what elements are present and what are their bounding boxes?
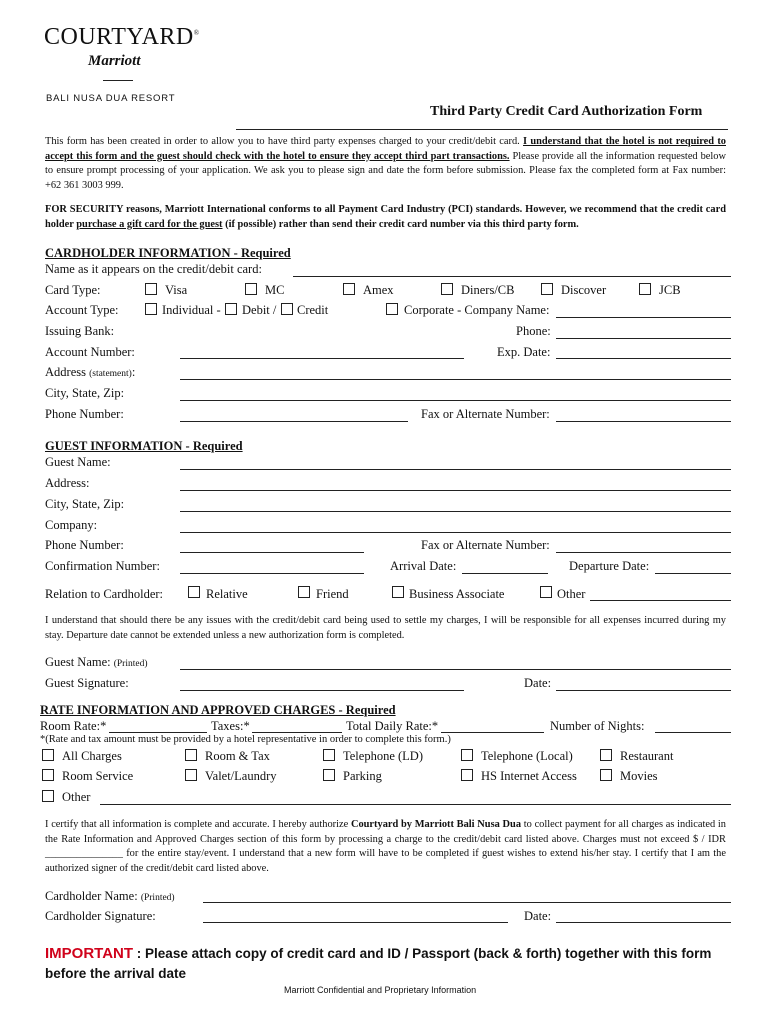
room-tax-label: Room & Tax: [205, 749, 270, 763]
name-on-card-field[interactable]: [293, 276, 731, 277]
discover-checkbox[interactable]: [541, 283, 553, 295]
city-field[interactable]: [180, 400, 731, 401]
jcb-checkbox[interactable]: [639, 283, 651, 295]
account-type-label: Account Type:: [45, 303, 119, 317]
room-tax-checkbox[interactable]: [185, 749, 197, 761]
cardholder-heading: CARDHOLDER INFORMATION - Required: [45, 246, 291, 260]
company-field[interactable]: [180, 532, 731, 533]
city-label: City, State, Zip:: [45, 386, 125, 400]
friend-label: Friend: [316, 587, 349, 601]
parking-label: Parking: [343, 769, 382, 783]
company-label: Company:: [45, 518, 98, 532]
hs-internet-checkbox[interactable]: [461, 769, 473, 781]
relation-label: Relation to Cardholder:: [45, 587, 164, 601]
diners-label: Diners/CB: [461, 283, 515, 297]
bank-phone-label: Phone:: [516, 324, 551, 338]
business-associate-checkbox[interactable]: [392, 586, 404, 598]
taxes-field[interactable]: [252, 732, 342, 733]
mc-checkbox[interactable]: [245, 283, 257, 295]
room-service-label: Room Service: [62, 769, 134, 783]
relative-checkbox[interactable]: [188, 586, 200, 598]
guest-city-field[interactable]: [180, 511, 731, 512]
fax-label: Fax or Alternate Number:: [421, 407, 550, 421]
business-associate-label: Business Associate: [409, 587, 505, 601]
taxes-label: Taxes:*: [211, 719, 250, 733]
jcb-label: JCB: [659, 283, 681, 297]
other-relation-checkbox[interactable]: [540, 586, 552, 598]
total-rate-field[interactable]: [441, 732, 544, 733]
restaurant-checkbox[interactable]: [600, 749, 612, 761]
telephone-local-checkbox[interactable]: [461, 749, 473, 761]
debit-label: Debit /: [242, 303, 277, 317]
other-relation-field[interactable]: [590, 600, 731, 601]
guest-phone-label: Phone Number:: [45, 538, 124, 552]
guest-printed-name-label: Guest Name: (Printed): [45, 655, 148, 669]
room-rate-label: Room Rate:*: [40, 719, 107, 733]
restaurant-label: Restaurant: [620, 749, 674, 763]
phone-number-field[interactable]: [180, 421, 408, 422]
guest-fax-label: Fax or Alternate Number:: [421, 538, 550, 552]
important-word: IMPORTANT: [45, 945, 134, 962]
amex-label: Amex: [363, 283, 394, 297]
cardholder-date-field[interactable]: [556, 922, 731, 923]
mc-label: MC: [265, 283, 285, 297]
security-paragraph: FOR SECURITY reasons, Marriott International conforms to all Payment Card Industry (PCI) standards. However, we recommend that the credit card holder purchase a gift card for the guest (if possible) rather than send their credit card number via this third party form.: [45, 204, 726, 230]
nights-label: Number of Nights:: [550, 719, 645, 733]
address-field[interactable]: [180, 379, 731, 380]
guest-signature-field[interactable]: [180, 690, 464, 691]
valet-laundry-label: Valet/Laundry: [205, 769, 277, 783]
debit-checkbox[interactable]: [225, 303, 237, 315]
courtyard-logo: COURTYARD®: [44, 24, 200, 50]
arrival-label: Arrival Date:: [390, 559, 457, 573]
name-on-card-label: Name as it appears on the credit/debit card:: [45, 262, 262, 276]
all-charges-checkbox[interactable]: [42, 749, 54, 761]
intro-paragraph: This form has been created in order to allow you to have third party expenses charged to your credit/debit card. I understand that the hotel is not required to accept this form and the guest should check with the hotel to ensure they accept third part transactions. Please provide all the information requested below to ensure prompt processing of your application. We ask you to please sign and date the form before submission. Please fax the completed form at Fax number: +62 361 3003 999.: [45, 136, 726, 191]
exp-date-label: Exp. Date:: [497, 345, 551, 359]
departure-label: Departure Date:: [569, 559, 650, 573]
issuing-bank-label: Issuing Bank:: [45, 324, 115, 338]
friend-checkbox[interactable]: [298, 586, 310, 598]
account-number-label: Account Number:: [45, 345, 135, 359]
cardholder-signature-field[interactable]: [203, 922, 508, 923]
relative-label: Relative: [206, 587, 248, 601]
guest-city-label: City, State, Zip:: [45, 497, 125, 511]
all-charges-label: All Charges: [62, 749, 122, 763]
parking-checkbox[interactable]: [323, 769, 335, 781]
nights-field[interactable]: [655, 732, 731, 733]
room-service-checkbox[interactable]: [42, 769, 54, 781]
individual-checkbox[interactable]: [145, 303, 157, 315]
guest-phone-field[interactable]: [180, 552, 364, 553]
guest-responsibility-text: I understand that should there be any issues with the credit/debit card being used to settle my charges, I will be responsible for all expenses incurred during my stay. Departure date cannot be extended unless a new authorization form is completed.: [45, 615, 726, 641]
departure-field[interactable]: [655, 573, 731, 574]
confirmation-field[interactable]: [180, 573, 364, 574]
room-rate-field[interactable]: [109, 732, 207, 733]
phone-number-label: Phone Number:: [45, 407, 124, 421]
important-notice-line2: before the arrival date: [45, 966, 187, 981]
total-rate-label: Total Daily Rate:*: [346, 719, 439, 733]
other-relation-label: Other: [557, 587, 586, 601]
page-title: Third Party Credit Card Authorization Form: [430, 104, 703, 119]
guest-fax-field[interactable]: [556, 552, 731, 553]
cardholder-name-field[interactable]: [203, 902, 731, 903]
amex-checkbox[interactable]: [343, 283, 355, 295]
other-charges-field[interactable]: [100, 804, 731, 805]
guest-signature-label: Guest Signature:: [45, 676, 129, 690]
arrival-field[interactable]: [462, 573, 548, 574]
certification-text: I certify that all information is complete and accurate. I hereby authorize Courtyard by Marriott Bali Nusa Dua to collect payment for all charges as indicated in the Rate Information and Approved Charges section of this form by processing a charge to the credit/debit card listed above. Charges must not exceed $ / IDR _______________ for the entire stay/event. I understand that a new form will have to be completed if guest wishes to extend his/her stay. I certify that I am the authorized signer of the credit/debit card listed above.: [45, 819, 727, 874]
guest-printed-name-field[interactable]: [180, 669, 731, 670]
bank-phone-field[interactable]: [556, 338, 731, 339]
address-label: Address (statement):: [45, 365, 136, 379]
account-number-field[interactable]: [180, 358, 464, 359]
movies-label: Movies: [620, 769, 658, 783]
valet-laundry-checkbox[interactable]: [185, 769, 197, 781]
logo-divider: [103, 80, 133, 81]
cardholder-date-label: Date:: [524, 909, 552, 923]
exp-date-field[interactable]: [556, 358, 731, 359]
telephone-ld-label: Telephone (LD): [343, 749, 423, 763]
guest-address-field[interactable]: [180, 490, 731, 491]
cardholder-name-label: Cardholder Name: (Printed): [45, 889, 175, 903]
resort-name: BALI NUSA DUA RESORT: [46, 93, 176, 104]
important-notice: IMPORTANT : Please attach copy of credit card and ID / Passport (back & forth) together with this form: [45, 945, 712, 962]
corporate-checkbox[interactable]: [386, 303, 398, 315]
rate-note: *(Rate and tax amount must be provided by a hotel representative in order to complete this form.): [40, 734, 451, 745]
company-name-field[interactable]: [556, 317, 731, 318]
other-charges-checkbox[interactable]: [42, 790, 54, 802]
telephone-ld-checkbox[interactable]: [323, 749, 335, 761]
other-charges-label: Other: [62, 790, 91, 804]
guest-heading: GUEST INFORMATION - Required: [45, 439, 243, 453]
card-type-label: Card Type:: [45, 283, 101, 297]
confirmation-label: Confirmation Number:: [45, 559, 160, 573]
movies-checkbox[interactable]: [600, 769, 612, 781]
credit-label: Credit: [297, 303, 329, 317]
fax-field[interactable]: [556, 421, 731, 422]
telephone-local-label: Telephone (Local): [481, 749, 573, 763]
footer-text: Marriott Confidential and Proprietary Information: [284, 985, 477, 995]
credit-checkbox[interactable]: [281, 303, 293, 315]
title-underline: [236, 129, 728, 130]
corporate-label: Corporate - Company Name:: [404, 303, 550, 317]
marriott-logo: Marriott: [88, 53, 141, 69]
diners-checkbox[interactable]: [441, 283, 453, 295]
guest-name-label: Guest Name:: [45, 455, 111, 469]
guest-name-field[interactable]: [180, 469, 731, 470]
guest-address-label: Address:: [45, 476, 90, 490]
rate-heading: RATE INFORMATION AND APPROVED CHARGES - Required: [40, 703, 396, 717]
cardholder-signature-label: Cardholder Signature:: [45, 909, 156, 923]
visa-checkbox[interactable]: [145, 283, 157, 295]
hs-internet-label: HS Internet Access: [481, 769, 577, 783]
guest-date-field[interactable]: [556, 690, 731, 691]
individual-label: Individual -: [162, 303, 221, 317]
guest-date-label: Date:: [524, 676, 552, 690]
discover-label: Discover: [561, 283, 607, 297]
visa-label: Visa: [165, 283, 188, 297]
